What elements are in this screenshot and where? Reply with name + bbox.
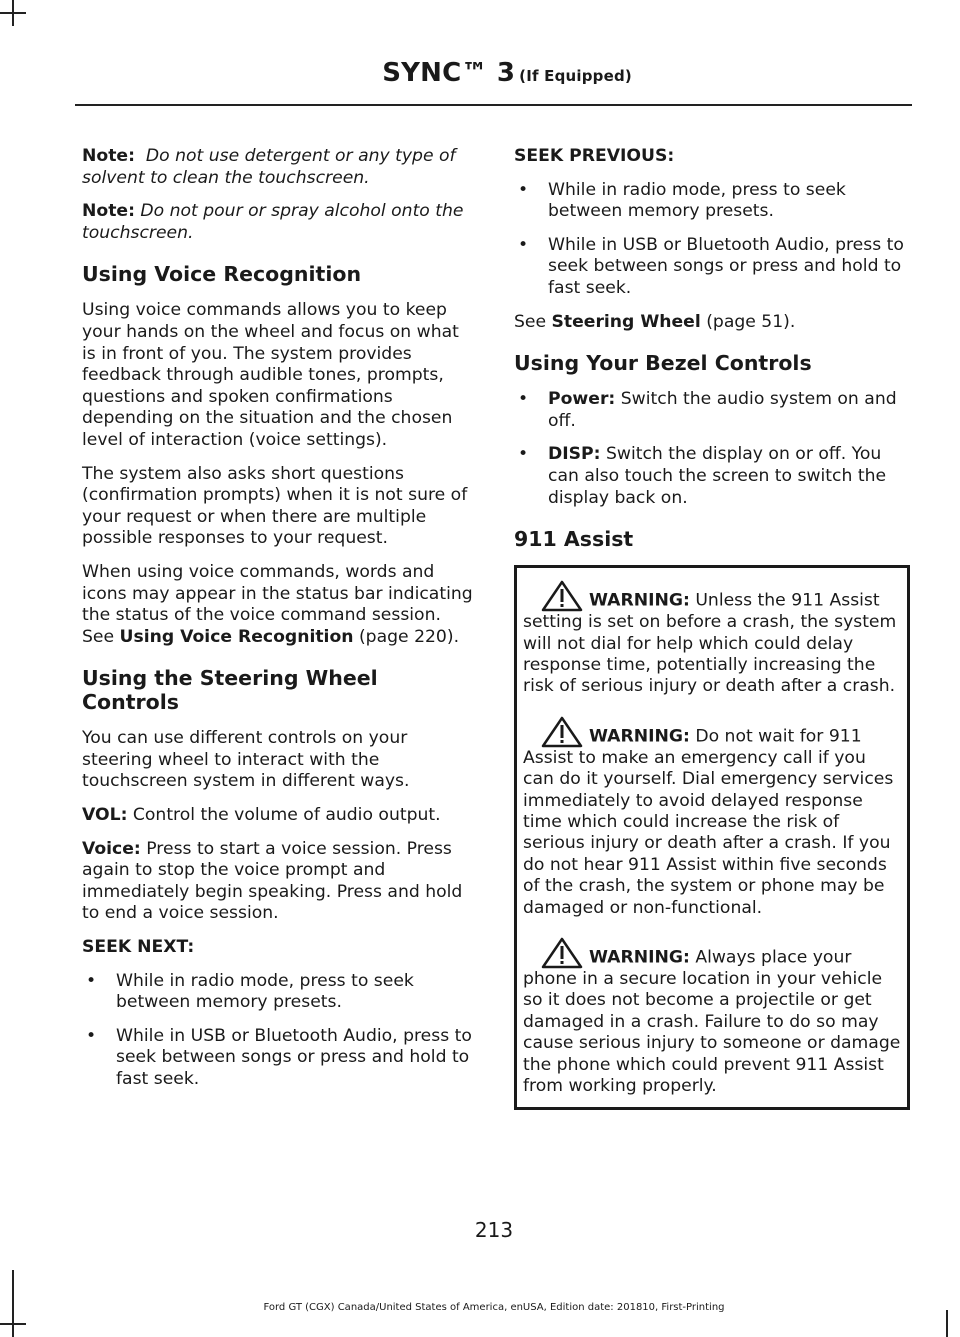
seek-previous-list — [514, 180, 910, 300]
crop-mark — [946, 1310, 948, 1337]
seek-previous-heading: SEEK PREVIOUS: — [514, 146, 675, 166]
warning-1: WARNING: Unless the 911 Assist setting is set on before a crash, the system will not dial for help which could delay response time, potentially increasing the risk of serious injury or death after a crash. — [523, 580, 901, 698]
seek-next-list — [82, 971, 478, 1091]
heading-voice-recognition: Using Voice Recognition — [82, 262, 362, 287]
crop-mark — [0, 12, 26, 14]
list-item: • Power: Switch the audio system on and off. — [518, 389, 897, 431]
voice-paragraph-1: Using voice commands allows you to keep your hands on the wheel and focus on what is in front of you. The system provides feedback through audible tones, prompts, questions and spoken confirmations depending on the situation and the chosen level of interaction (voice settings). — [82, 300, 459, 450]
warning-triangle-icon — [539, 716, 585, 748]
voice-paragraph-3: When using voice commands, words and icons may appear in the status bar indicating the status of the voice command session. See Using Voice Recognition (page 220). — [82, 561, 473, 647]
heading-steering-controls: Using the Steering Wheel Controls — [82, 666, 378, 715]
steering-wheel-link[interactable]: Steering Wheel — [551, 311, 701, 332]
see-steering-wheel: See Steering Wheel (page 51). — [514, 311, 796, 332]
warning-2: WARNING: Do not wait for 911 Assist to make an emergency call if you can do it yourself. Dial emergency services immediately to avoid delayed response time which could increase the risk of serious injury or death after a crash. If you do not hear 911 Assist within five seconds of the crash, the system or phone may be damaged or non-functional. — [523, 716, 901, 919]
list-item: • While in radio mode, press to seek between memory presets. — [86, 970, 414, 1013]
heading-bezel-controls: Using Your Bezel Controls — [514, 351, 812, 376]
seek-next-heading: SEEK NEXT: — [82, 937, 195, 958]
voice-recognition-link[interactable]: Using Voice Recognition — [119, 626, 354, 647]
voice-description: Voice: Press to start a voice session. Press again to stop the voice prompt and immediately begin speaking. Press and hold to end a voice session. — [82, 838, 463, 924]
warning-3: WARNING: Always place your phone in a secure location in your vehicle so it does not become a projectile or get damaged in a crash. Failure to do so may cause serious injury to someone or damage the phone which could prevent 911 Assist from working properly. — [523, 937, 901, 1097]
steering-paragraph: You can use different controls on your steering wheel to interact with the touchscreen system in different ways. — [82, 728, 410, 792]
page-header — [382, 58, 632, 88]
vol-description: VOL: Control the volume of audio output. — [82, 805, 441, 826]
header-title: SYNC™ 3 — [382, 58, 516, 88]
page-number: 213 — [474, 1218, 514, 1242]
list-item: • DISP: Switch the display on or off. You can also touch the screen to switch the display back on. — [518, 444, 887, 508]
heading-911-assist: 911 Assist — [514, 527, 634, 552]
warning-box — [514, 565, 910, 1110]
right-column — [514, 146, 910, 1110]
voice-paragraph-2: The system also asks short questions (confirmation prompts) when it is not sure of your request or when there are multiple possible responses to your request. — [82, 463, 468, 549]
crop-mark — [0, 1323, 26, 1325]
list-item: • While in radio mode, press to seek between memory presets. — [518, 179, 846, 222]
page-footer: Ford GT (CGX) Canada/United States of America, enUSA, Edition date: 201810, First-Printing — [263, 1302, 725, 1313]
list-item: • While in USB or Bluetooth Audio, press to seek between songs or press and hold to fast seek. — [86, 1025, 472, 1089]
header-rule — [75, 104, 912, 106]
header-subtitle: (If Equipped) — [519, 67, 632, 85]
left-column — [82, 146, 478, 1103]
note-clean: Note: Do not use detergent or any type of solvent to clean the touchscreen. — [82, 146, 456, 188]
list-item: • While in USB or Bluetooth Audio, press to seek between songs or press and hold to fast seek. — [518, 234, 904, 298]
bezel-list — [514, 389, 910, 509]
warning-triangle-icon — [539, 580, 585, 612]
note-alcohol: Note: Do not pour or spray alcohol onto the touchscreen. — [82, 201, 464, 243]
warning-triangle-icon — [539, 937, 585, 969]
